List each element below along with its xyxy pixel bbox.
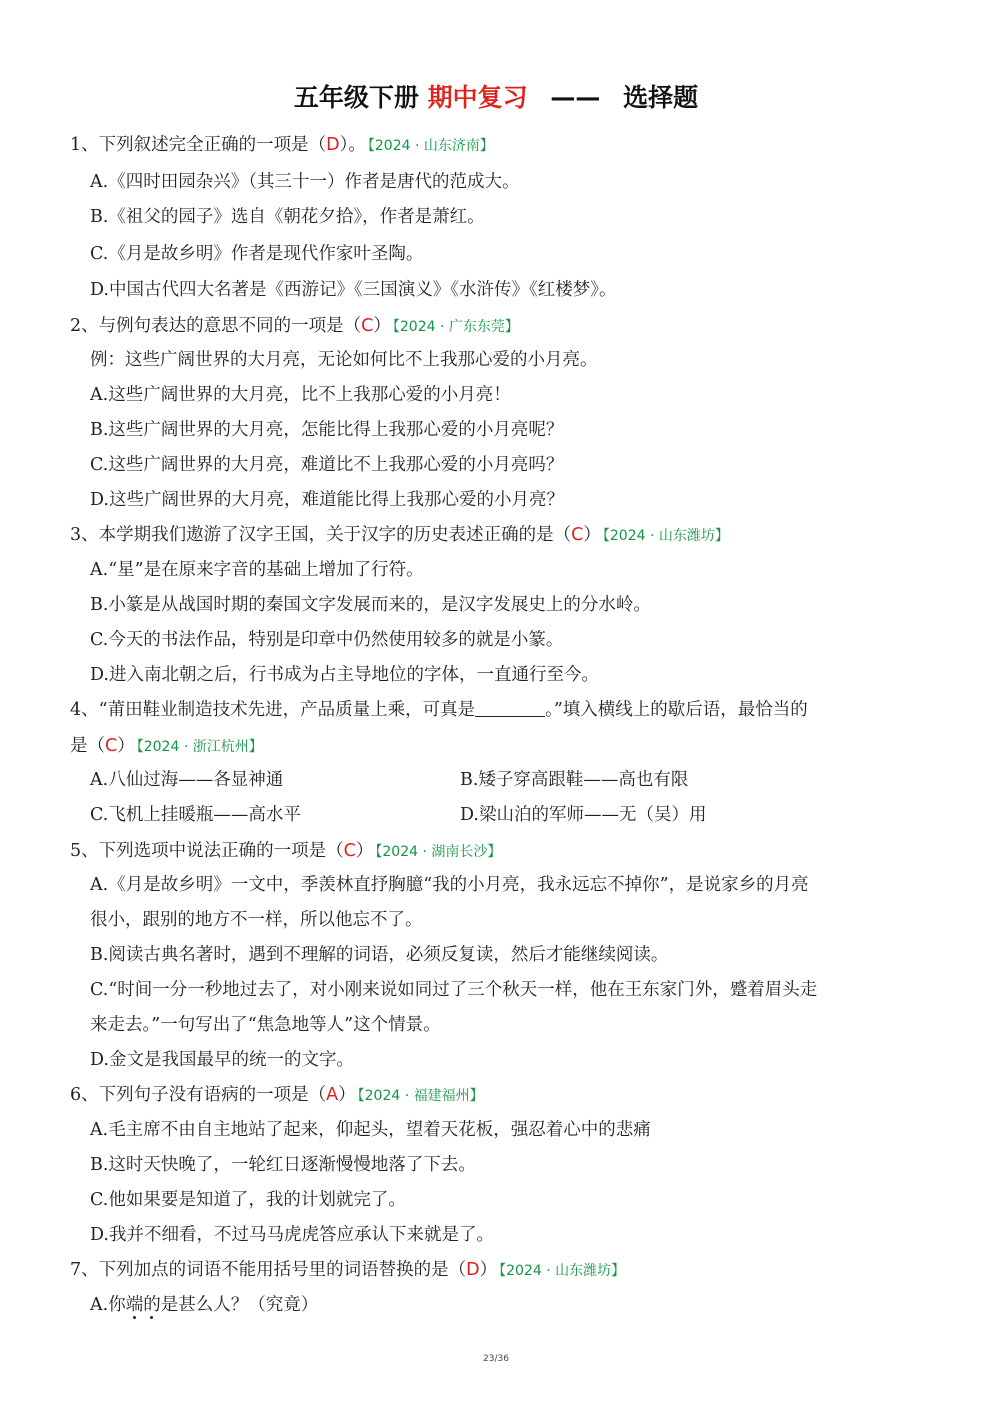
answer-mark: C (343, 841, 356, 861)
answer-mark: C (361, 316, 374, 336)
question-4-stem (70, 697, 924, 723)
question-5-option-c: C.“时间一分一秒地过去了，对小刚来说如同过了三个秋天一样，他在王东家门外，蹙着眉头走 (90, 980, 818, 1000)
question-6-option-d: D.我并不细看，不过马马虎虎答应承认下来就是了。 (90, 1225, 494, 1245)
answer-mark: A (326, 1085, 339, 1105)
source-tag: 【2024 · 福建福州】 (357, 1088, 484, 1104)
question-1-stem (70, 132, 924, 158)
question-text: 7、下列加点的词语不能用括号里的词语替换的是（ (70, 1260, 467, 1280)
question-4-option-b: B.矮子穿高跟鞋——高也有限 (460, 770, 689, 790)
question-text: 3、本学期我们遨游了汉字王国，关于汉字的历史表述正确的是（ (70, 525, 572, 545)
emphasis-dot-char: 的 (143, 1295, 161, 1315)
title-topic: 期中复习 (427, 83, 528, 112)
question-4-option-a: A.八仙过海——各显神通 (90, 770, 284, 790)
question-5-option-a: A.《月是故乡明》一文中，季羡林直抒胸臆“我的小月亮，我永远忘不掉你”，是说家乡的月亮 (90, 875, 809, 895)
question-text: ） (373, 316, 391, 336)
question-4-option-d: D.梁山泊的军师——无（吴）用 (460, 805, 707, 825)
question-7-option-a: A.你端的是甚么人？（究竟） (90, 1295, 319, 1315)
question-text: 1、下列叙述完全正确的一项是（ (70, 135, 327, 155)
answer-mark: C (105, 736, 118, 756)
question-7-stem (70, 1257, 924, 1283)
question-text: ） (479, 1260, 498, 1280)
question-5-option-d: D.金文是我国最早的统一的文字。 (90, 1050, 354, 1070)
question-text: ） (355, 841, 374, 861)
question-2-option-b: B.这些广阔世界的大月亮，怎能比得上我那心爱的小月亮呢？ (90, 420, 564, 440)
answer-mark: D (466, 1260, 480, 1280)
question-3-option-d: D.进入南北朝之后，行书成为占主导地位的字体，一直通行至今。 (90, 665, 599, 685)
question-2-option-c: C.这些广阔世界的大月亮，难道比不上我那心爱的小月亮吗？ (90, 455, 564, 475)
question-text: 5、下列选项中说法正确的一项是（ (70, 841, 344, 861)
question-3-option-c: C.今天的书法作品，特别是印章中仍然使用较多的就是小篆。 (90, 630, 564, 650)
question-5-stem (70, 838, 924, 864)
question-6-option-b: B.这时天快晚了，一轮红日逐渐慢慢地落了下去。 (90, 1155, 476, 1175)
question-3-stem (70, 522, 924, 548)
answer-mark: D (326, 135, 340, 155)
question-2-stem (70, 313, 924, 339)
question-6-option-c: C.他如果要是知道了，我的计划就完了。 (90, 1190, 406, 1210)
question-2-example: 例：这些广阔世界的大月亮，无论如何比不上我那心爱的小月亮。 (90, 350, 598, 370)
question-3-option-b: B.小篆是从战国时期的秦国文字发展而来的，是汉字发展史上的分水岭。 (90, 595, 651, 615)
question-text: ） (117, 736, 135, 756)
question-5-option-b: B.阅读古典名著时，遇到不理解的词语，必须反复读，然后才能继续阅读。 (90, 945, 669, 965)
title-dash: —— (550, 83, 601, 112)
question-1-option-d: D.中国古代四大名著是《西游记》《三国演义》《水浒传》《红楼梦》。 (90, 280, 617, 300)
question-5-option-c-cont: 来走去。”一句写出了“焦急地等人”这个情景。 (90, 1015, 441, 1035)
question-5-option-a-cont: 很小，跟别的地方不一样，所以他忘不了。 (90, 910, 423, 930)
question-1-option-b: B.《祖父的园子》选自《朝花夕拾》，作者是萧红。 (90, 207, 485, 227)
question-text: ）。 (339, 135, 366, 155)
title-section: 选择题 (623, 83, 699, 112)
source-tag: 【2024 · 广东东莞】 (392, 319, 519, 335)
question-6-stem (70, 1082, 924, 1108)
question-text: 4、“莆田鞋业制造技术先进，产品质量上乘，可真是 (70, 700, 476, 720)
page-number: 23/36 (483, 1354, 509, 1364)
question-text: 是（ (70, 736, 105, 756)
question-6-option-a: A.毛主席不由自主地站了起来，仰起头，望着天花板，强忍着心中的悲痛 (90, 1120, 651, 1140)
question-text: ） (583, 525, 601, 545)
source-tag: 【2024 · 山东潍坊】 (602, 528, 729, 544)
question-text: 6、下列句子没有语病的一项是（ (70, 1085, 327, 1105)
title-grade: 五年级下册 (293, 83, 419, 112)
source-tag: 【2024 · 湖南长沙】 (375, 844, 502, 860)
page-title (0, 78, 992, 114)
question-4-stem-cont (70, 733, 924, 759)
question-1-option-a: A.《四时田园杂兴》（其三十一）作者是唐代的范成大。 (90, 172, 520, 192)
source-tag: 【2024 · 浙江杭州】 (136, 739, 263, 755)
source-tag: 【2024 · 山东济南】 (367, 138, 494, 154)
question-3-option-a: A.“星”是在原来字音的基础上增加了行符。 (90, 560, 424, 580)
question-text: ） (338, 1085, 356, 1105)
question-text: 2、与例句表达的意思不同的一项是（ (70, 316, 362, 336)
question-4-options-row-1 (90, 767, 924, 793)
question-4-options-row-2 (90, 802, 924, 828)
question-4-option-c: C.飞机上挂暖瓶——高水平 (90, 805, 301, 825)
question-text: 。”填入横线上的歇后语，最恰当的 (545, 700, 808, 720)
option-text: 是甚么人？（究竟） (160, 1295, 319, 1315)
answer-mark: C (571, 525, 584, 545)
question-2-option-d: D.这些广阔世界的大月亮，难道能比得上我那心爱的小月亮？ (90, 490, 564, 510)
question-1-option-c: C.《月是故乡明》作者是现代作家叶圣陶。 (90, 244, 424, 264)
emphasis-dot-char: 端 (125, 1295, 144, 1315)
fill-blank (475, 698, 545, 717)
question-2-option-a: A.这些广阔世界的大月亮，比不上我那心爱的小月亮！ (90, 385, 511, 405)
source-tag: 【2024 · 山东潍坊】 (499, 1263, 626, 1279)
